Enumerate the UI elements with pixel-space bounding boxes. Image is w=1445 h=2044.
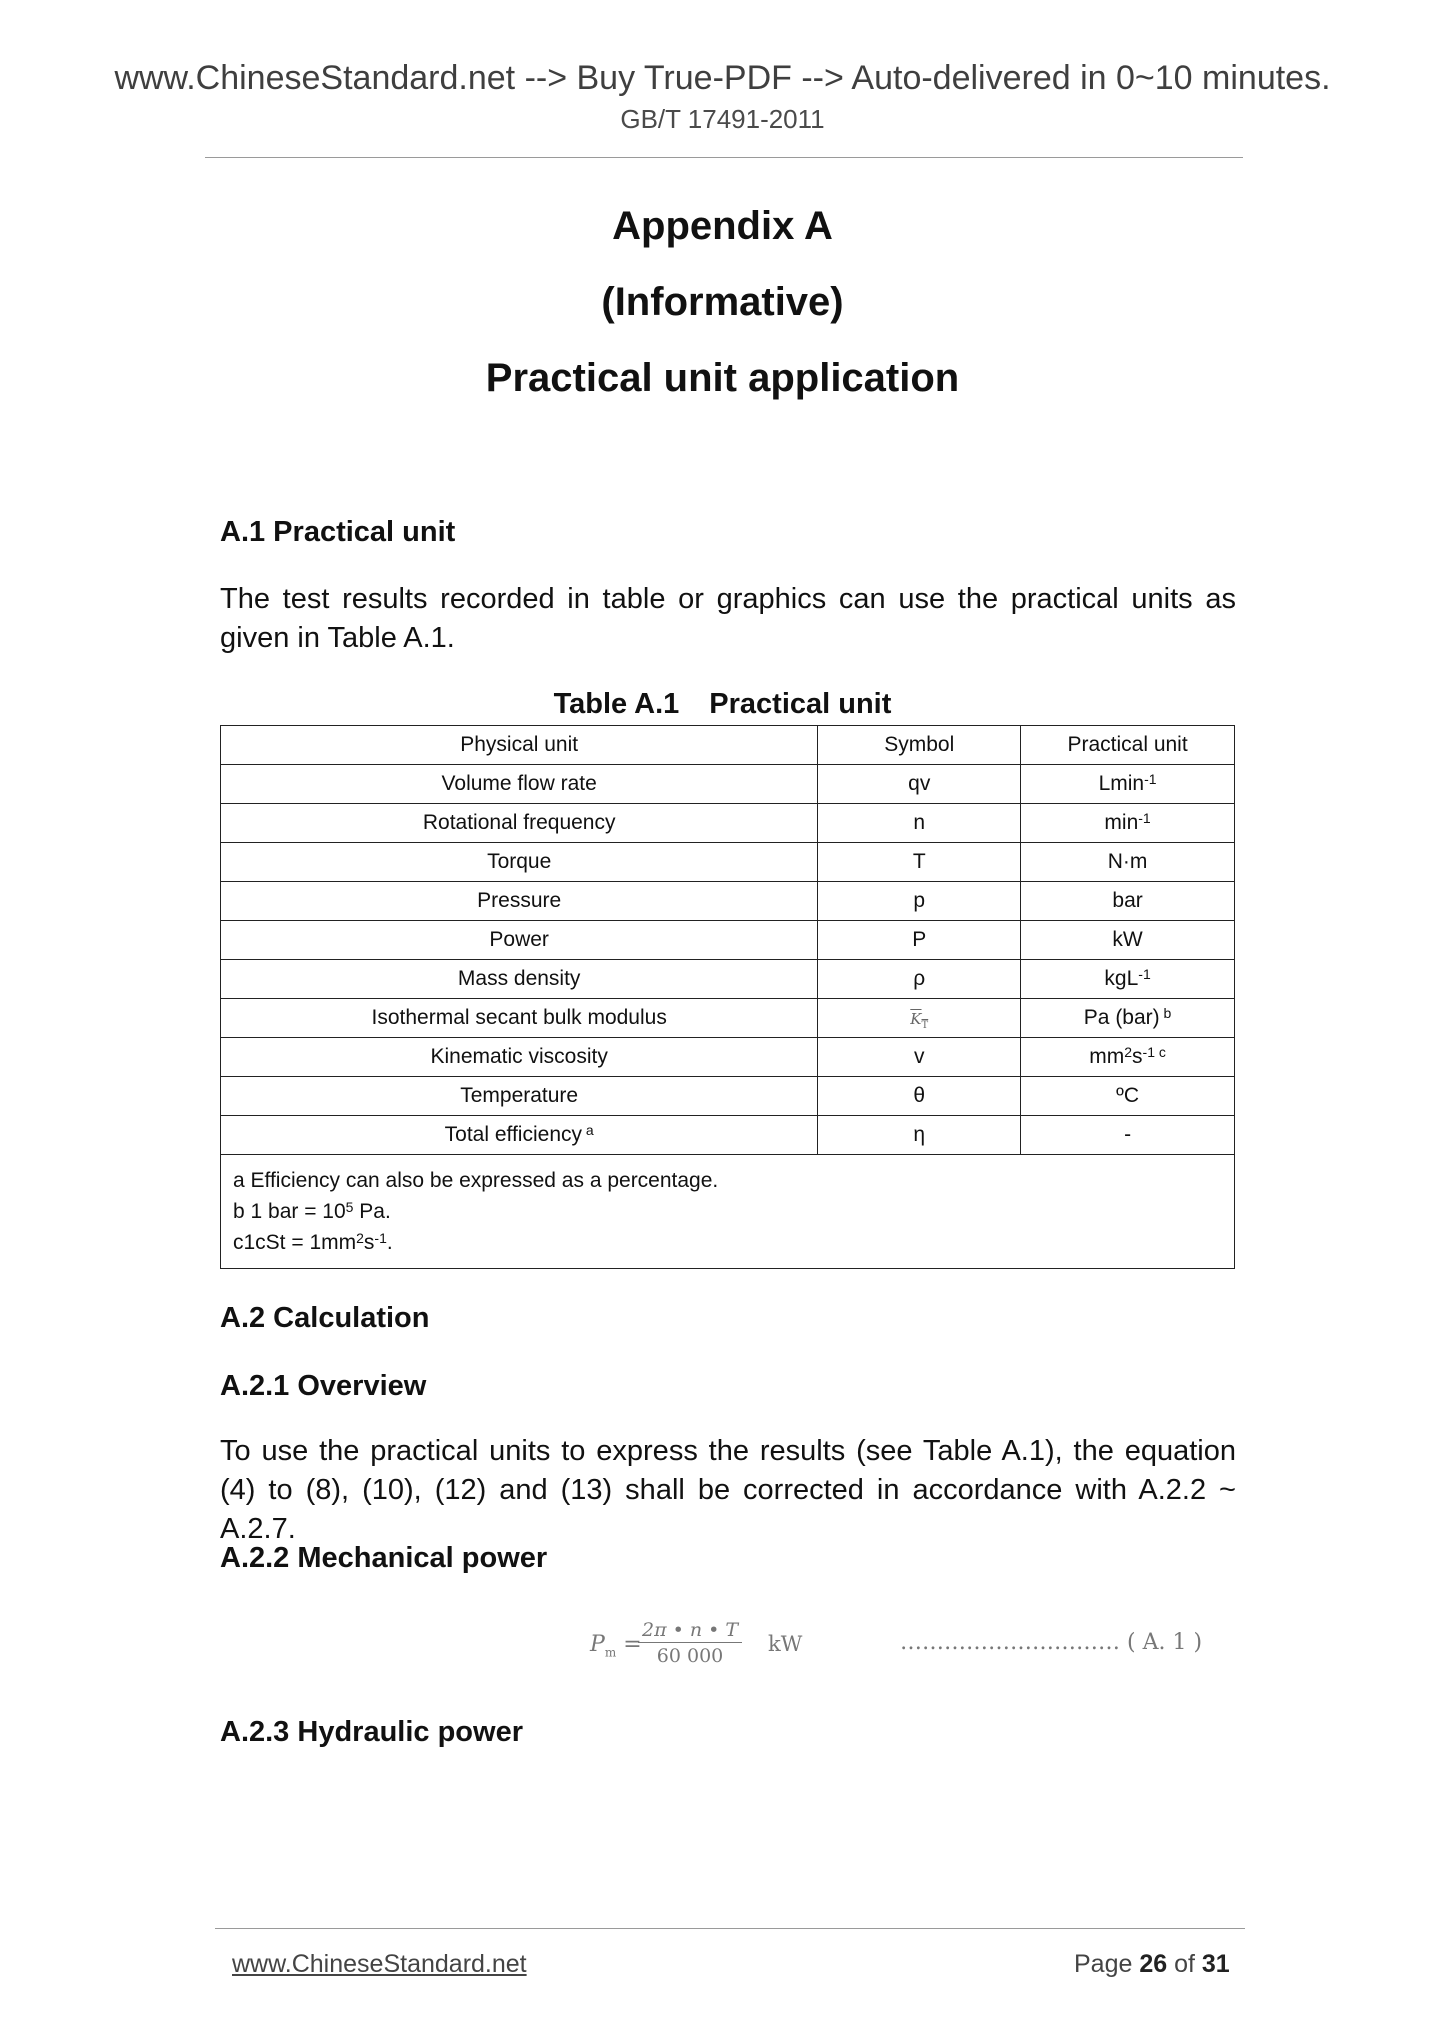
column-header-practical-unit: Practical unit [1021,726,1235,765]
table-row [221,960,1235,999]
quantity-cell: Kinematic viscosity [221,1038,818,1077]
quantity-cell: Mass density [221,960,818,999]
unit-cell: ºC [1021,1077,1235,1116]
appendix-subject: Practical unit application [485,356,960,400]
equation-lhs: $P_m$ = [590,1632,642,1660]
unit-cell: Lmin$^{-1}$ [1021,765,1235,804]
column-header-symbol: Symbol [818,726,1021,765]
table-header-row [221,726,1235,765]
equation-a1 [590,1618,1250,1678]
unit-cell: $mm^2s^{-1 c}$ [1021,1038,1235,1077]
equation-label: ………………………… ( A. 1 ) [900,1630,1203,1655]
unit-cell: bar [1021,882,1235,921]
table-title: Practical unit [709,688,892,720]
appendix-title: Appendix A [612,204,833,248]
quantity-cell: Rotational frequency [221,804,818,843]
site-banner[interactable]: www.ChineseStandard.net --> Buy True-PDF --> Auto-delivered in 0~10 minutes. [114,59,1331,97]
appendix-type: (Informative) [601,280,844,324]
practical-unit-table [220,725,1235,1269]
table-notes [221,1155,1235,1269]
table-row [221,882,1235,921]
symbol-cell: qv [818,765,1021,804]
section-a21-heading: A.2.1 Overview [220,1370,427,1402]
symbol-cell: n [818,804,1021,843]
note-a: a Efficiency can also be expressed as a percentage. [233,1169,719,1192]
column-header-physical-unit: Physical unit [221,726,818,765]
symbol-cell: θ [818,1077,1021,1116]
section-a21-paragraph: To use the practical units to express the results (see Table A.1), the equation (4) to (8), (10), (12) and (13) shall be corrected in accordance with A.2.2 ~ A.2.7. [220,1435,1236,1545]
table-row [221,1116,1235,1155]
header-divider [205,157,1243,158]
table-row [221,1077,1235,1116]
quantity-cell: Power [221,921,818,960]
equation-numerator: 2π • n • T [638,1618,742,1643]
table-caption [0,688,1445,721]
section-a23-heading: A.2.3 Hydraulic power [220,1716,523,1748]
section-a22-heading: A.2.2 Mechanical power [220,1542,548,1574]
table-number: Table A.1 [553,688,680,720]
symbol-cell: ρ [818,960,1021,999]
table-row [221,1038,1235,1077]
symbol-cell: T [818,843,1021,882]
symbol-cell: p [818,882,1021,921]
equation-unit: kW [768,1632,803,1656]
table-row [221,921,1235,960]
unit-cell: Pa (bar) $^b$ [1021,999,1235,1038]
table-row [221,843,1235,882]
quantity-cell: Temperature [221,1077,818,1116]
symbol-cell: v [818,1038,1021,1077]
section-a1-paragraph: The test results recorded in table or graphics can use the practical units as given in Table A.1. [220,583,1236,654]
page-header [0,56,1445,136]
table-notes-row [221,1155,1235,1269]
table-row [221,765,1235,804]
bulk-modulus-symbol: $K_T$ [910,1009,929,1031]
quantity-cell: Total efficiency $^a$ [221,1116,818,1155]
equation-fraction [638,1618,742,1669]
table-row [221,999,1235,1038]
quantity-cell: Isothermal secant bulk modulus [221,999,818,1038]
section-a1-heading: A.1 Practical unit [220,516,456,548]
unit-cell: kW [1021,921,1235,960]
unit-cell: - [1021,1116,1235,1155]
unit-cell: N·m [1021,843,1235,882]
unit-cell: kgL$^{-1}$ [1021,960,1235,999]
quantity-cell: Pressure [221,882,818,921]
symbol-cell [818,999,1021,1038]
symbol-cell: P [818,921,1021,960]
symbol-cell: η [818,1116,1021,1155]
table-row [221,804,1235,843]
quantity-cell: Volume flow rate [221,765,818,804]
unit-cell: $\min^{-1}$ [1021,804,1235,843]
footer-divider [215,1928,1245,1929]
equation-denominator: 60 000 [656,1645,724,1667]
footer-website-link[interactable]: www.ChineseStandard.net [232,1950,527,1978]
standard-number: GB/T 17491-2011 [620,104,825,134]
note-b: b 1 bar = $10^5$ Pa. [233,1199,391,1223]
quantity-cell: Torque [221,843,818,882]
note-c: $c1cSt = 1mm^2s^{-1}$. [233,1230,393,1254]
page-number: Page 26 of 31 [1074,1950,1230,1978]
section-a2-heading: A.2 Calculation [220,1302,430,1334]
